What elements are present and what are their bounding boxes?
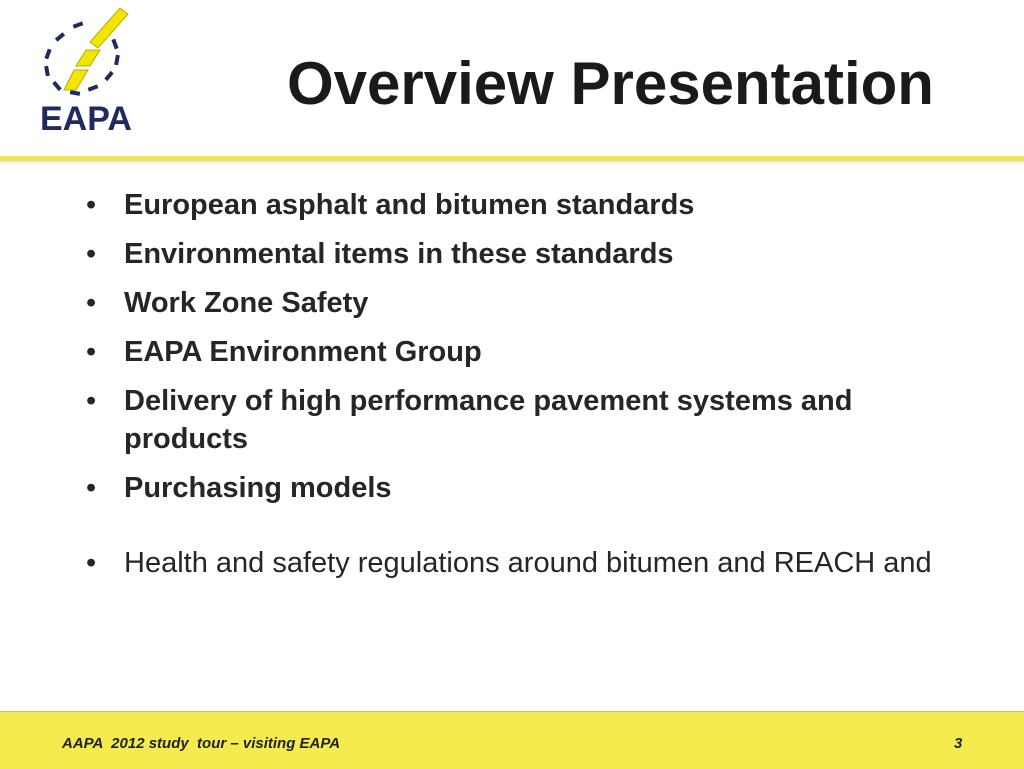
bullet-text: European asphalt and bitumen standards [124,189,695,221]
list-item [86,235,966,273]
eapa-logo [30,6,150,136]
list-item [86,544,966,582]
bullet-icon: • [86,189,97,221]
footer-caption: AAPA 2012 study tour – visiting EAPA [62,735,341,752]
title-divider-shadow [0,161,1024,165]
list-item [86,333,966,371]
list-item [86,284,966,322]
bullet-text: Delivery of high performance pavement systems and products [124,385,853,455]
list-item [86,186,966,224]
bullet-icon: • [86,547,97,579]
bullet-icon: • [86,287,97,319]
bullet-icon: • [86,336,97,368]
footer-bar [0,711,1024,769]
bullet-icon: • [86,238,97,270]
list-item [86,382,966,458]
bullet-text: Health and safety regulations around bitumen and REACH and [124,547,932,579]
page-number: 3 [954,735,963,752]
bullet-text: Purchasing models [124,472,392,504]
bullet-list [86,186,966,582]
bullet-text: Work Zone Safety [124,287,369,319]
bullet-text: EAPA Environment Group [124,336,482,368]
flag-stroke-icon [64,8,128,90]
list-item [86,469,966,507]
bullet-text: Environmental items in these standards [124,238,674,270]
bullet-icon: • [86,385,97,417]
logo-wordmark: EAPA [40,100,132,136]
bullet-icon: • [86,472,97,504]
slide-title: Overview Presentation [287,50,934,117]
